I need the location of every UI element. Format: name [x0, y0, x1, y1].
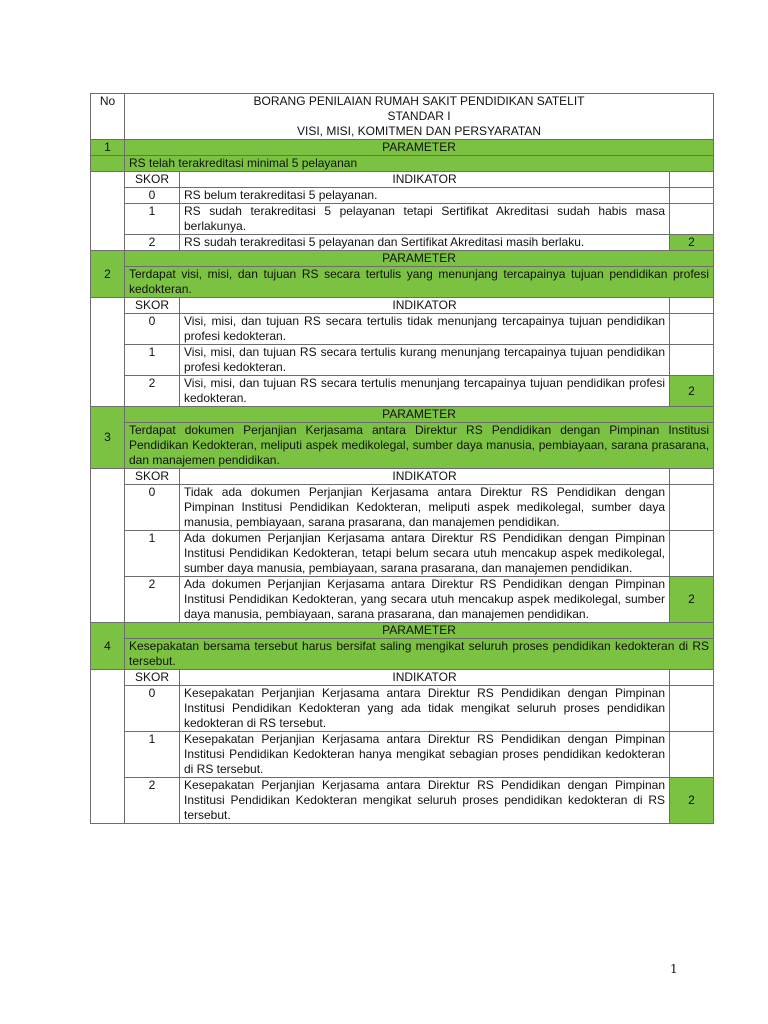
indicator-header-row: [91, 172, 714, 188]
indicator-skor: 1: [125, 732, 180, 778]
indicator-row: [91, 577, 714, 623]
indicator-skor: 2: [125, 577, 180, 623]
section-number: 3: [91, 407, 125, 469]
parameter-text-row: [91, 639, 714, 670]
score-empty-cell: [670, 188, 714, 204]
score-header-cell: [670, 469, 714, 485]
indicator-header-row: [91, 469, 714, 485]
indicator-skor: 0: [125, 485, 180, 531]
score-header-cell: [670, 298, 714, 314]
parameter-label: PARAMETER: [125, 140, 714, 156]
indicator-row: [91, 686, 714, 732]
indikator-header: INDIKATOR: [180, 172, 670, 188]
indicator-text: RS sudah terakreditasi 5 pelayanan tetapi Sertifikat Akreditasi sudah habis masa berlakunya.: [180, 204, 670, 235]
section-number-spacer: [91, 156, 125, 172]
no-header: No: [91, 94, 125, 140]
indicator-row: [91, 235, 714, 251]
form-title-line-1: BORANG PENILAIAN RUMAH SAKIT PENDIDIKAN SATELIT: [253, 94, 585, 108]
indicator-row: [91, 485, 714, 531]
parameter-label: PARAMETER: [125, 407, 714, 423]
indicator-text: Visi, misi, dan tujuan RS secara tertulis menunjang tercapainya tujuan pendidikan profesi kedokteran.: [180, 376, 670, 407]
parameter-text: RS telah terakreditasi minimal 5 pelayanan: [125, 156, 714, 172]
parameter-text: Kesepakatan bersama tersebut harus bersifat saling mengikat seluruh proses pendidikan kedokteran di RS tersebut.: [125, 639, 714, 670]
indicator-row: [91, 376, 714, 407]
score-header-cell: [670, 670, 714, 686]
score-empty-cell: [670, 531, 714, 577]
indicator-row: [91, 531, 714, 577]
indicator-text: Visi, misi, dan tujuan RS secara tertulis tidak menunjang tercapainya tujuan pendidikan profesi kedokteran.: [180, 314, 670, 345]
parameter-header-row: [91, 251, 714, 267]
form-header-row: [91, 94, 714, 140]
indikator-header: INDIKATOR: [180, 670, 670, 686]
indicator-text: Kesepakatan Perjanjian Kerjasama antara Direktur RS Pendidikan dengan Pimpinan Institusi Pendidikan Kedokteran hanya mengikat sebagian proses pendidikan kedokteran di RS tersebut.: [180, 732, 670, 778]
page-number: 1: [670, 962, 678, 976]
parameter-text-row: [91, 156, 714, 172]
indicator-row: [91, 732, 714, 778]
parameter-header-row: [91, 407, 714, 423]
indicator-skor: 2: [125, 376, 180, 407]
achieved-score: 2: [670, 778, 714, 824]
indicator-row: [91, 345, 714, 376]
achieved-score: 2: [670, 577, 714, 623]
parameter-label: PARAMETER: [125, 623, 714, 639]
form-title-line-2: STANDAR I: [387, 109, 451, 123]
indicator-text: Ada dokumen Perjanjian Kerjasama antara Direktur RS Pendidikan dengan Pimpinan Institusi Pendidikan Kedokteran, tetapi belum secara utuh mencakup aspek medikolegal, sumber daya manusia, pembiayaan, sarana prasarana, dan manajemen pendidikan.: [180, 531, 670, 577]
section-spacer: [91, 670, 125, 824]
indicator-text: Kesepakatan Perjanjian Kerjasama antara Direktur RS Pendidikan dengan Pimpinan Institusi Pendidikan Kedokteran yang ada tidak mengikat seluruh proses pendidikan kedokteran di RS tersebut.: [180, 686, 670, 732]
section-spacer: [91, 469, 125, 623]
section-spacer: [91, 172, 125, 251]
skor-header: SKOR: [125, 298, 180, 314]
indicator-header-row: [91, 670, 714, 686]
score-empty-cell: [670, 345, 714, 376]
indikator-header: INDIKATOR: [180, 298, 670, 314]
indicator-text: Visi, misi, dan tujuan RS secara tertulis kurang menunjang tercapainya tujuan pendidikan profesi kedokteran.: [180, 345, 670, 376]
form-title: [125, 94, 714, 140]
score-header-cell: [670, 172, 714, 188]
score-empty-cell: [670, 314, 714, 345]
assessment-form-table: [90, 93, 714, 824]
indicator-row: [91, 314, 714, 345]
parameter-text: Terdapat visi, misi, dan tujuan RS secara tertulis yang menunjang tercapainya tujuan pendidikan profesi kedokteran.: [125, 267, 714, 298]
skor-header: SKOR: [125, 670, 180, 686]
score-empty-cell: [670, 686, 714, 732]
section-number: 4: [91, 623, 125, 670]
parameter-header-row: [91, 623, 714, 639]
indicator-skor: 1: [125, 204, 180, 235]
form-title-line-3: VISI, MISI, KOMITMEN DAN PERSYARATAN: [297, 124, 542, 138]
indicator-row: [91, 204, 714, 235]
parameter-text-row: [91, 423, 714, 469]
indicator-skor: 0: [125, 314, 180, 345]
indikator-header: INDIKATOR: [180, 469, 670, 485]
section-number: 1: [91, 140, 125, 156]
skor-header: SKOR: [125, 172, 180, 188]
section-number: 2: [91, 251, 125, 298]
indicator-row: [91, 778, 714, 824]
score-empty-cell: [670, 732, 714, 778]
skor-header: SKOR: [125, 469, 180, 485]
indicator-text: Ada dokumen Perjanjian Kerjasama antara Direktur RS Pendidikan dengan Pimpinan Institusi Pendidikan Kedokteran, yang secara utuh mencakup aspek medikolegal, sumber daya manusia, pembiayaan, sarana prasarana, dan manajemen pendidikan.: [180, 577, 670, 623]
parameter-header-row: [91, 140, 714, 156]
indicator-text: Kesepakatan Perjanjian Kerjasama antara Direktur RS Pendidikan dengan Pimpinan Institusi Pendidikan Kedokteran mengikat seluruh proses pendidikan kedokteran di RS tersebut.: [180, 778, 670, 824]
section-spacer: [91, 298, 125, 407]
score-empty-cell: [670, 485, 714, 531]
indicator-skor: 0: [125, 686, 180, 732]
achieved-score: 2: [670, 376, 714, 407]
parameter-text: Terdapat dokumen Perjanjian Kerjasama antara Direktur RS Pendidikan dengan Pimpinan Institusi Pendidikan Kedokteran, meliputi aspek medikolegal, sumber daya manusia, pembiayaan, sarana prasarana, dan manajemen pendidikan.: [125, 423, 714, 469]
indicator-text: Tidak ada dokumen Perjanjian Kerjasama antara Direktur RS Pendidikan dengan Pimpinan Institusi Pendidikan Kedokteran, meliputi aspek medikolegal, sumber daya manusia, pembiayaan, sarana prasarana, dan manajemen pendidikan.: [180, 485, 670, 531]
indicator-header-row: [91, 298, 714, 314]
indicator-skor: 1: [125, 345, 180, 376]
parameter-label: PARAMETER: [125, 251, 714, 267]
indicator-skor: 0: [125, 188, 180, 204]
indicator-text: RS belum terakreditasi 5 pelayanan.: [180, 188, 670, 204]
indicator-text: RS sudah terakreditasi 5 pelayanan dan Sertifikat Akreditasi masih berlaku.: [180, 235, 670, 251]
achieved-score: 2: [670, 235, 714, 251]
score-empty-cell: [670, 204, 714, 235]
indicator-skor: 2: [125, 235, 180, 251]
indicator-row: [91, 188, 714, 204]
indicator-skor: 2: [125, 778, 180, 824]
parameter-text-row: [91, 267, 714, 298]
indicator-skor: 1: [125, 531, 180, 577]
